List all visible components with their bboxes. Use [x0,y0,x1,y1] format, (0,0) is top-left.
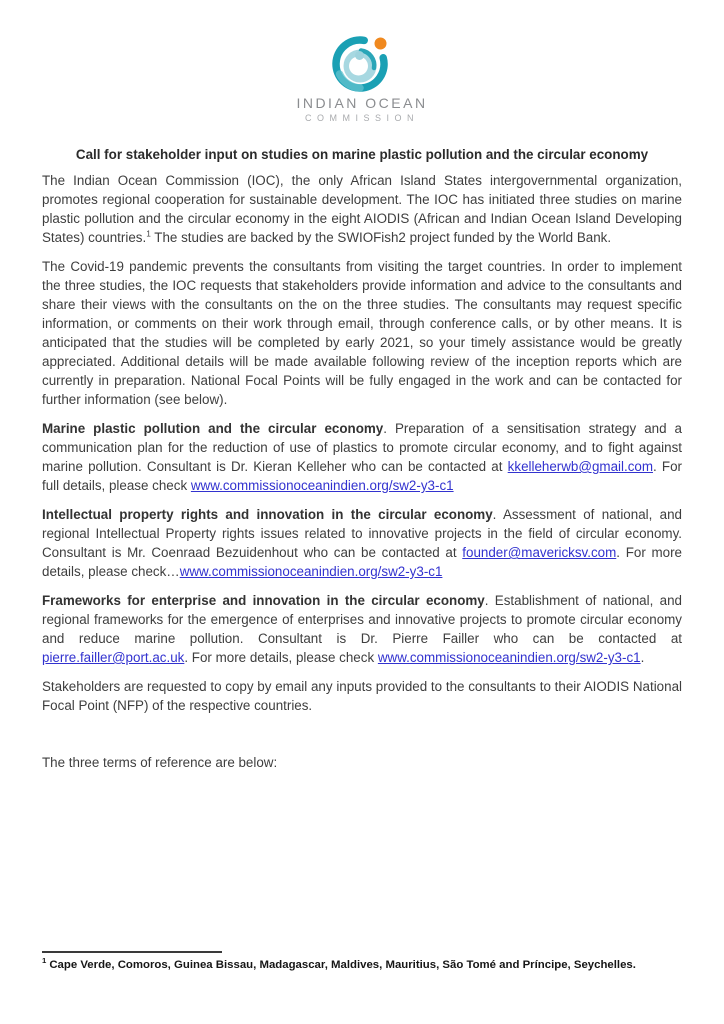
paragraph-text: . For more details, please check [184,650,378,665]
document-body [42,171,682,782]
footnote-separator [42,951,222,953]
paragraph-text: . Assessment of national, and regional Intellectual Property rights issues related to innovative projects in the field of circular economy. Consultant is Mr. Coenraad Bezuidenhout who can be contacted at [42,507,682,560]
paragraph-text: . Preparation of a sensitisation strategy and a communication plan for the reduction of use of plastics to promote circular economy, and to fight against marine pollution. Consultant is Dr. Kieran Kelleher who can be contacted at [42,421,683,474]
url-link[interactable]: www.commissionoceanindien.org/sw2-y3-c1 [377,650,641,665]
logo-org-name: INDIAN OCEAN [296,95,428,111]
ioc-logo [0,34,724,123]
logo-org-subname: COMMISSION [304,113,419,123]
paragraph [42,505,682,581]
paragraph [42,171,682,247]
footnote-marker: 1 [42,956,47,966]
paragraph-lead-bold: Frameworks for enterprise and innovation in the circular economy [42,593,485,608]
paragraph-text: . Establishment of national, and regional frameworks for the emergence of enterprises and innovative projects to promote circular economy and reduce marine pollution. Consultant is Dr. Pierre Failler who can be contacted at [42,593,682,646]
url-link[interactable]: www.commissionoceanindien.org/sw2-y3-c1 [190,478,454,493]
paragraph-text: Stakeholders are requested to copy by email any inputs provided to the consultants to their AIODIS National Focal Point (NFP) of the respective countries. [42,679,682,713]
email-link[interactable]: pierre.failler@port.ac.uk [42,650,185,665]
document-title: Call for stakeholder input on studies on marine plastic pollution and the circular economy [75,147,649,162]
paragraph-text: The Covid-19 pandemic prevents the consultants from visiting the target countries. In order to implement the three studies, the IOC requests that stakeholders provide information and advice to the consultants and share their views with the consultants on the on the three studies. The consultants may request specific information, or comments on their work through email, through conference calls, or by other means. It is anticipated that the studies will be completed by early 2021, so your timely assistance would be greatly appreciated. Additional details will be made available following review of the inception reports which are currently in preparation. National Focal Points will be fully engaged in the work and can be contacted for further information (see below). [42,259,682,407]
email-link[interactable]: founder@mavericksv.com [462,545,617,560]
footnote-text [42,958,682,973]
email-link[interactable]: kkelleherwb@gmail.com [507,459,653,474]
footnote-section [42,951,682,973]
paragraph-text: The studies are backed by the SWIOFish2 project funded by the World Bank. [150,230,612,245]
paragraph-container [42,171,682,715]
ioc-logo-icon [327,34,397,92]
logo-orange-dot [375,38,387,50]
paragraph-text: . For more details, please check… [42,545,682,579]
footnote-reference: 1 [146,228,151,239]
footnote-body: Cape Verde, Comoros, Guinea Bissau, Madagascar, Maldives, Mauritius, São Tomé and Príncipe, Seychelles. [49,959,636,971]
paragraph-lead-bold: Marine plastic pollution and the circular economy [42,421,384,436]
paragraph-text: . [640,650,645,665]
paragraph [42,257,682,409]
url-link[interactable]: www.commissionoceanindien.org/sw2-y3-c1 [179,564,443,579]
paragraph-text: . For full details, please check [42,459,682,493]
paragraph [42,591,682,667]
paragraph [42,677,682,715]
closing-line: The three terms of reference are below: [42,755,278,770]
paragraph [42,419,682,495]
paragraph-lead-bold: Intellectual property rights and innovation in the circular economy [42,507,493,522]
paragraph-text: The Indian Ocean Commission (IOC), the only African Island States intergovernmental organization, promotes regional cooperation for sustainable development. The IOC has initiated three studies on marine plastic pollution and the circular economy in the eight AIODIS (African and Indian Ocean Island Developing States) countries. [42,173,682,245]
